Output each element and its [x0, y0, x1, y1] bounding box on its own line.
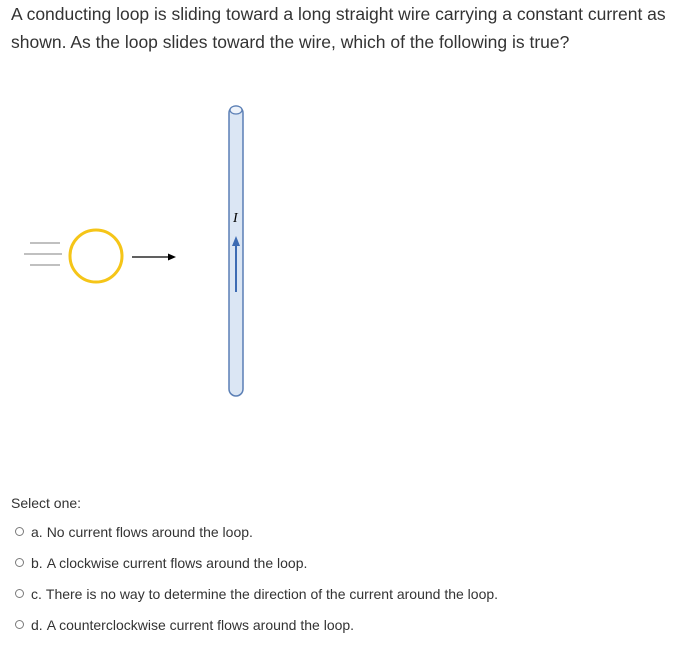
velocity-arrow [132, 254, 176, 261]
option-text: There is no way to determine the direction of the current around the loop. [45, 585, 499, 602]
conducting-loop [70, 230, 122, 282]
option-letter: a. [31, 523, 43, 540]
radio-button[interactable] [15, 558, 24, 567]
option-c[interactable] [15, 578, 498, 609]
option-letter: d. [31, 616, 43, 633]
radio-button[interactable] [15, 589, 24, 598]
select-one-label: Select one: [11, 495, 82, 511]
answer-options [15, 516, 498, 640]
option-b[interactable] [15, 547, 498, 578]
current-label: I [233, 211, 238, 226]
radio-button[interactable] [15, 620, 24, 629]
question-text: A conducting loop is sliding toward a long straight wire carrying a constant current as shown. As the loop slides toward the wire, which of the following is true? [11, 4, 666, 52]
option-d[interactable] [15, 609, 498, 640]
option-text: A clockwise current flows around the loop. [46, 554, 308, 571]
radio-button[interactable] [15, 527, 24, 536]
motion-lines [24, 243, 62, 265]
option-a[interactable] [15, 516, 498, 547]
option-letter: b. [31, 554, 43, 571]
option-letter: c. [31, 585, 42, 602]
option-text: A counterclockwise current flows around the loop. [46, 616, 355, 633]
option-text: No current flows around the loop. [46, 523, 253, 540]
